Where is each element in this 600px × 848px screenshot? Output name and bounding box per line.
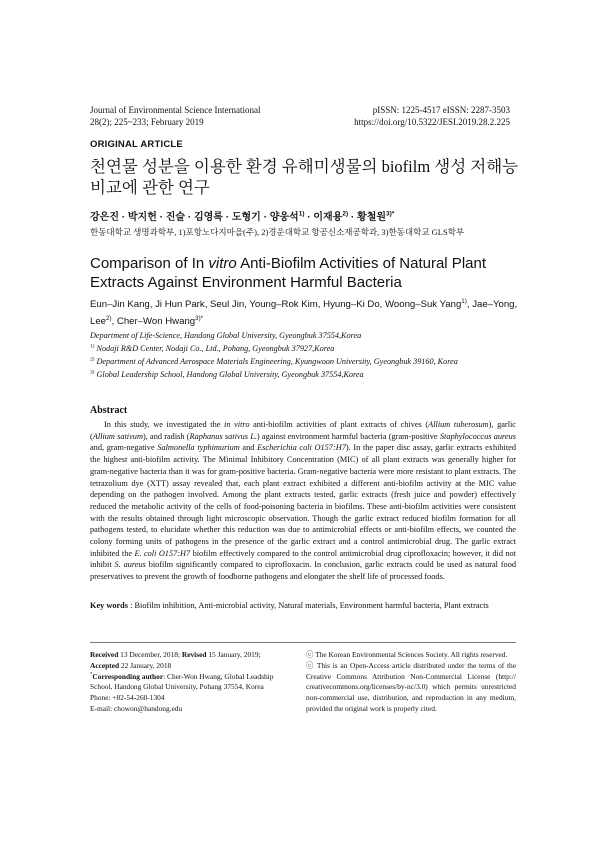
author-sup: 3)* [386, 210, 395, 218]
author-sup: 2) [106, 314, 112, 322]
email[interactable]: E-mail: chowon@handong.edu [90, 703, 183, 713]
abstract-segment: and [239, 443, 258, 453]
abstract-italic-term: E. coli O157:H7 [134, 548, 191, 558]
korean-affiliation: 3)한동대학교 GLS학부 [381, 227, 465, 237]
english-author: Eun–Jin Kang [90, 299, 150, 310]
accepted-date: 22 January, 2018 [119, 660, 172, 670]
korean-affiliation: 2)경운대학교 항공신소재공학과 [261, 227, 378, 237]
english-author: Young–Rok Kim [249, 299, 318, 310]
english-author: Seul Jin [210, 299, 245, 310]
journal-name: Journal of Environmental Science International [90, 105, 261, 115]
english-author: Hyung–Ki Do [323, 299, 380, 310]
abstract-italic-term: Salmonella typhimurium [157, 443, 240, 453]
abstract-segment: and, gram-negative [90, 443, 158, 453]
revised-label: Revised [181, 650, 207, 659]
received-date: 13 December, 2018; [118, 650, 182, 659]
author-sup: 1) [461, 297, 467, 305]
abstract-segment: ), garlic ( [90, 420, 516, 441]
affiliation-sup: 1) [90, 343, 95, 350]
abstract-text [90, 419, 516, 583]
korean-author: 김영록 [193, 212, 223, 223]
phone: Phone: +82-54-260-1304 [90, 693, 165, 703]
abstract-italic-term: Raphanus sativus L. [189, 431, 257, 441]
english-title-italic: vitro [208, 255, 237, 272]
corr-text: : Cher-Won Hwang, Global Leadship School, Handong Global University, Pohang 37554, Korea [90, 671, 274, 692]
korean-author: 박지헌 [127, 212, 157, 223]
affiliation-text: Global Leadership School, Handong Global University, Gyeongbuk 37554,Korea [96, 370, 364, 379]
license-text: ⓒ This is an Open-Access article distributed under the terms of the Creative Commons Attribution Non-Commercial License (http:// creativecommons.org/licenses/by-nc/3.0) which permits unrestricted non-commercial use, distribution, and reproduction in any medium, provided the original work is properly cited. [306, 660, 516, 713]
received-label: Received [90, 650, 119, 659]
affiliation-sup: 2) [90, 356, 95, 363]
abstract-italic-term: Allium tuberosum [428, 420, 489, 429]
abstract-italic-term: in vitro [224, 420, 250, 429]
abstract-segment: ). In the paper disc assay, garlic extracts exhibited the highest anti-biofilm activity. The Minimal Inhibitory Concentration (MIC) of all plant extracts was generally higher for gram-negative bacteria than it was for gram-positive bacteria. Gram-negative bacteria were more resistant to plant extracts. The tetrazolium dye (XTT) assay revealed that, each plant extract exhibited a different anti-biofilm activity at the MIC value depending on the pathogen involved. Among the plant extracts tested, garlic extracts (fresh juice and powder) effectively reduced the metabolic activity of the cells of food-poisoning bacteria in biofilms. These anti-biofilm activities were consistent with the results obtained through light microscopic observation. Though the garlic extract reduced biofilm formation for all pathogens tested, to elucidate whether this reduction was due to antimicrobial effects or anti-biofilm effects, we counted the colony forming units of pathogens in the presence of the garlic extract and a control antimicrobial drug. The garlic extract inhibited the [90, 443, 517, 558]
abstract-italic-term: S. aureus [114, 560, 146, 570]
accepted-label: Accepted [90, 660, 120, 670]
abstract-segment: biofilm effectively compared to the control antimicrobial drug ciprofloxacin; however, it did not inhibit [90, 548, 516, 570]
abstract-segment: ) against environment harmful bacteria (gram-positive [256, 431, 440, 441]
keywords [90, 601, 516, 610]
abstract-italic-term: Escherichia coli O157:H7 [257, 443, 346, 453]
author-sup: 1) [298, 210, 305, 218]
abstract-segment: In this study, we investigated the [104, 420, 225, 429]
footer-accepted-line [90, 661, 282, 672]
footer-rule [90, 642, 516, 643]
affiliation-line [90, 342, 520, 355]
footer-dates-line [90, 650, 282, 661]
revised-date: 15 January, 2019; [206, 650, 261, 659]
korean-author: 강은진 [90, 212, 119, 223]
affiliation-line [90, 355, 520, 368]
article-type: ORIGINAL ARTICLE [90, 139, 183, 150]
english-title-pre: Comparison of In [90, 255, 209, 272]
journal-issn: pISSN: 1225-4517 eISSN: 2287-3503 [372, 105, 510, 115]
english-author: Ji Hun Park [155, 299, 205, 310]
affiliation-text: Nodaji R&D Center, Nodaji Co., Ltd., Pohang, Gyeongbuk 37927,Korea [96, 344, 335, 353]
abstract-italic-term: Allium sativum [92, 431, 143, 441]
abstract-italic-term: Staphylococcus aureus [439, 431, 516, 441]
korean-affiliation: 1)포항노다지마을(주) [178, 227, 257, 237]
english-affiliations [90, 329, 520, 381]
korean-authors: 강은진 · 박지헌 · 진슬 · 김영록 · 도형기 · 양웅석$^{1)}$ · 이재용$^{2)}$ · 황철원$^{3)*}$ [90, 210, 395, 223]
keywords-text: : Biofilm inhibition, Anti-microbial activity, Natural materials, Environment harmful bacteria, Plant extracts [128, 601, 489, 610]
english-author: Woong–Suk Yang [385, 299, 462, 310]
affiliation-sup: 3) [90, 369, 95, 376]
english-author: Jae–Yong, Lee [90, 299, 518, 327]
affiliation-line [90, 329, 520, 342]
footer-dates-correspondence [90, 650, 282, 715]
corr-star: * [90, 672, 93, 678]
korean-author: 황철원 [357, 212, 387, 223]
author-sup: 2) [342, 210, 349, 218]
korean-affiliation: 한동대학교 생명과학부 [90, 227, 175, 237]
korean-author: 양웅석 [269, 212, 299, 223]
abstract-heading: Abstract [90, 405, 128, 416]
corr-label: Corresponding author [92, 671, 164, 681]
english-author: Cher–Won Hwang [116, 316, 196, 327]
korean-title: 천연물 성분을 이용한 환경 유해미생물의 biofilm 생성 저해능 비교에 관한 연구 [90, 157, 519, 197]
korean-author: 이재용 [313, 212, 343, 223]
abstract-segment: biofilm significantly compared to ciprofloxacin. In conclusion, garlic extracts could be used as natural food preservatives to prevent the growth of foodborne pathogens and elongater the shelf life of processed foods. [90, 560, 517, 582]
journal-doi[interactable]: https://doi.org/10.5322/JESI.2019.28.2.225 [354, 117, 510, 127]
affiliation-line [90, 368, 520, 381]
affiliation-text: Department of Life-Science, Handong Global University, Gyeongbuk 37554,Korea [90, 331, 362, 340]
copyright: ⓒ The Korean Environmental Sciences Society. All rights reserved. [306, 650, 508, 659]
abstract-segment: anti-biofilm activities of plant extracts of chives ( [249, 420, 429, 429]
korean-author: 진슬 [165, 212, 186, 223]
footer-license [306, 650, 516, 715]
journal-volume: 28(2); 225~233; February 2019 [90, 117, 204, 127]
affiliation-text: Department of Advanced Aerospace Materials Engineering, Kyungwoon University, Gyeongbuk 39160, Korea [96, 357, 458, 366]
korean-author: 도형기 [231, 212, 261, 223]
english-title-post: Anti-Biofilm Activities of Natural Plant Extracts Against Environment Harmful Bacteria [90, 255, 486, 291]
keywords-label: Key words [90, 601, 129, 610]
author-sup: 3)* [195, 314, 204, 322]
corresponding-author [90, 672, 282, 694]
korean-affiliations: 한동대학교 생명과학부, 1)포항노다지마을(주), 2)경운대학교 항공신소재공학과, 3)한동대학교 GLS학부 [90, 227, 465, 237]
english-authors: Eun–Jin Kang, Ji Hun Park, Seul Jin, Young–Rok Kim, Hyung–Ki Do, Woong–Suk Yang$^{1)}$, Jae–Yong, Lee$^{2)}$, Cher–Won Hwang$^{3)*}$ [90, 297, 518, 327]
english-title [90, 254, 520, 292]
abstract-segment: ), and radish ( [142, 431, 190, 441]
